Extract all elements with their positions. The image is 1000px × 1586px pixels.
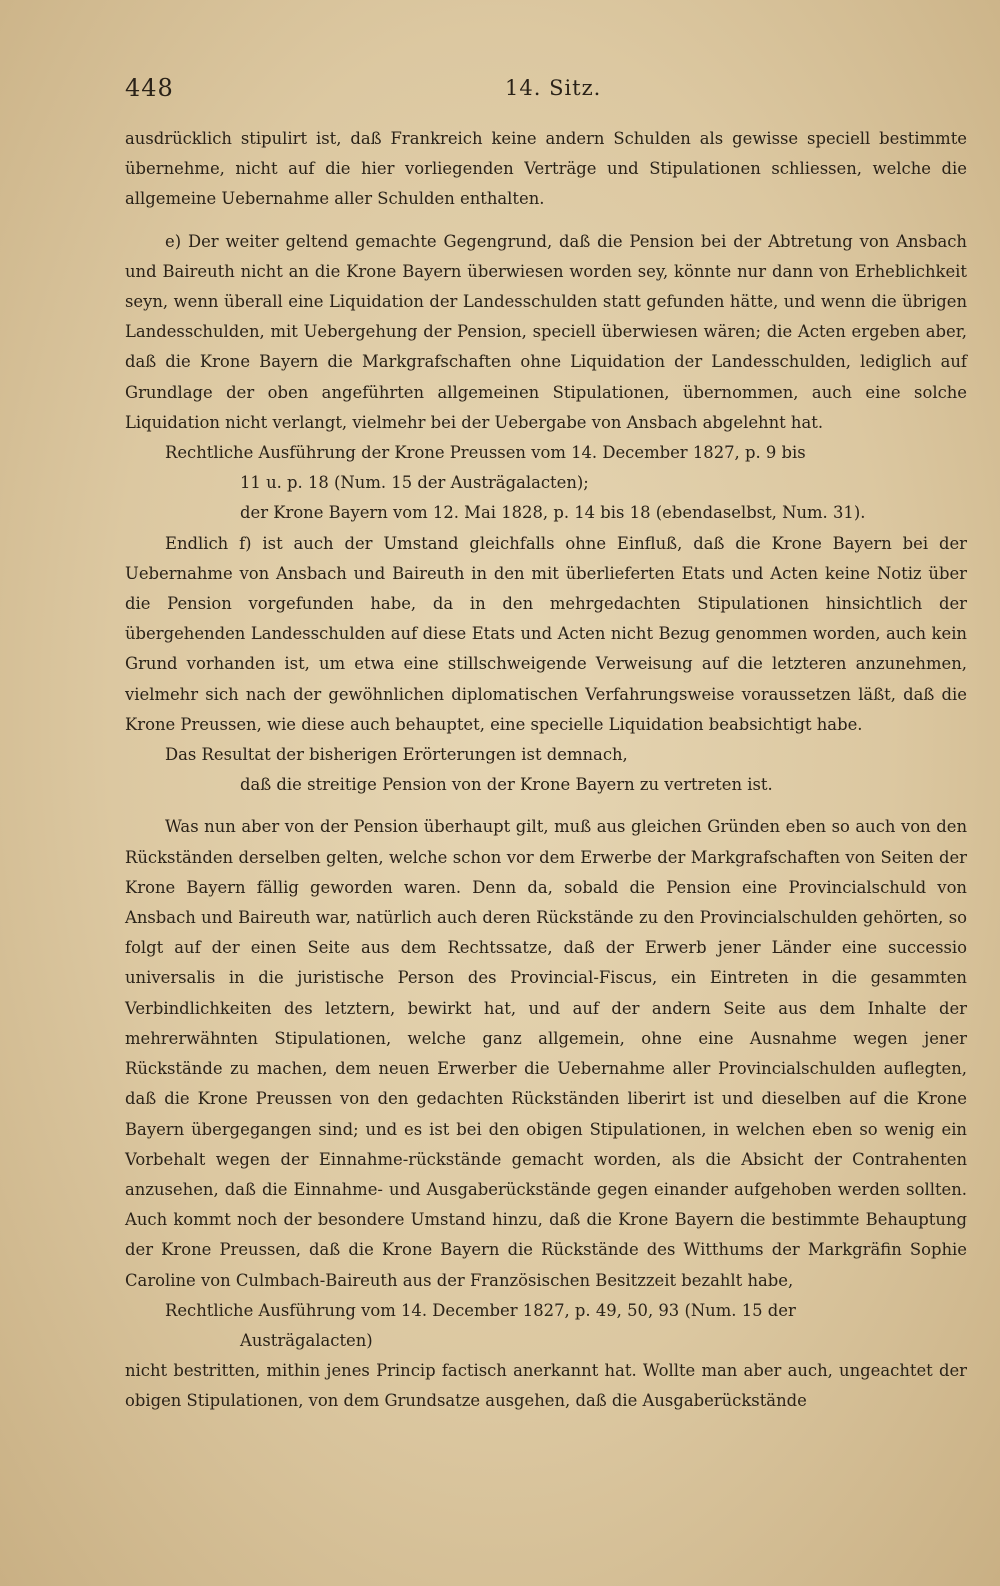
paragraph: Endlich f) ist auch der Umstand gleichfalls ohne Einfluß, daß die Krone Bayern bei der Uebernahme von Ansbach und Baireuth in den mit überlieferten Etats und Acten keine Notiz über die Pension vorgefunden habe, da in den mehrgedachten Stipulationen hinsichtlich der übergehenden Landesschulden auf diese Etats und Acten nicht Bezug genommen worden, auch kein Grund vorhanden ist, um etwa eine stillschweigende Verweisung auf die letzteren anzunehmen, vielmehr sich nach der gewöhnlichen diplomatischen Verfahrungsweise voraussetzen läßt, daß die Krone Preussen, wie diese auch behauptet, eine specielle Liquidation beabsichtigt habe. — [125, 533, 967, 734]
paragraph: Das Resultat der bisherigen Erörterungen ist demnach, — [165, 745, 628, 765]
citation-line: Rechtliche Ausführung der Krone Preussen vom 14. December 1827, p. 9 bis — [165, 443, 806, 463]
paragraph: nicht bestritten, mithin jenes Princip factisch anerkannt hat. Wollte man aber auch, ungeachtet der obigen Stipulationen, von dem Grundsatze ausgehen, daß die Ausgaberückstände — [125, 1361, 967, 1411]
paragraph: ausdrücklich stipulirt ist, daß Frankreich keine andern Schulden als gewisse speciell bestimmte übernehme, nicht auf die hier vorliegenden Verträge und Stipulationen schliessen, welche die allgemeine Uebernahme aller Schulden enthalten. — [125, 129, 967, 209]
conclusion-line: daß die streitige Pension von der Krone Bayern zu vertreten ist. — [240, 775, 773, 795]
citation-line: Rechtliche Ausführung vom 14. December 1827, p. 49, 50, 93 (Num. 15 der — [165, 1300, 796, 1320]
page-number: 448 — [125, 74, 174, 102]
citation-line: der Krone Bayern vom 12. Mai 1828, p. 14 bis 18 (ebendaselbst, Num. 31). — [240, 503, 866, 523]
citation-line: 11 u. p. 18 (Num. 15 der Austrägalacten); — [240, 473, 589, 493]
paragraph: Was nun aber von der Pension überhaupt gilt, muß aus gleichen Gründen eben so auch von den Rückständen derselben gelten, welche schon vor dem Erwerbe der Markgrafschaften von Seiten der Krone Bayern fällig geworden waren. Denn da, sobald die Pension eine Provincialschuld von Ansbach und Baireuth war, natürlich auch deren Rückstände zu den Provincialschulden gehörten, so folgt auf der einen Seite aus dem Rechtssatze, daß der Erwerb jener Länder eine successio universalis in die juristische Person des Provincial-Fiscus, ein Eintreten in die gesammten Verbindlichkeiten des letztern, bewirkt hat, und auf der andern Seite aus dem Inhalte der mehrerwähnten Stipulationen, welche ganz allgemein, ohne eine Ausnahme wegen jener Rückstände zu machen, dem neuen Erwerber die Uebernahme aller Provincialschulden auflegten, daß die Krone Preussen von den gedachten Rückständen liberirt ist und dieselben auf die Krone Bayern übergegangen sind; und es ist bei den obigen Stipulationen, in welchen eben so wenig ein Vorbehalt wegen der Einnahme-rückstände gemacht worden, als die Absicht der Contrahenten anzusehen, daß die Einnahme- und Ausgaberückstände gegen einander aufgehoben werden sollten. Auch kommt noch der besondere Umstand hinzu, daß die Krone Bayern die bestimmte Behauptung der Krone Preussen, daß die Krone Bayern die Rückstände des Witthums der Markgräfin Sophie Caroline von Culmbach-Baireuth aus der Französischen Besitzzeit bezahlt habe, — [125, 817, 967, 1290]
citation-line: Austrägalacten) — [240, 1330, 373, 1350]
running-head: 14. Sitz. — [505, 76, 602, 100]
paragraph: e) Der weiter geltend gemachte Gegengrund, daß die Pension bei der Abtretung von Ansbach und Baireuth nicht an die Krone Bayern überwiesen worden sey, könnte nur dann von Erheblichkeit seyn, wenn überall eine Liquidation der Landesschulden statt gefunden hätte, und wenn die übrigen Landesschulden, mit Uebergehung der Pension, speciell überwiesen wären; die Acten ergeben aber, daß die Krone Bayern die Markgrafschaften ohne Liquidation der Landesschulden, lediglich auf Grundlage der oben angeführten allgemeinen Stipulationen, übernommen, auch eine solche Liquidation nicht verlangt, vielmehr bei der Uebergabe von Ansbach abgelehnt hat. — [125, 231, 967, 432]
page-header — [125, 74, 967, 110]
body-text — [125, 124, 967, 1417]
